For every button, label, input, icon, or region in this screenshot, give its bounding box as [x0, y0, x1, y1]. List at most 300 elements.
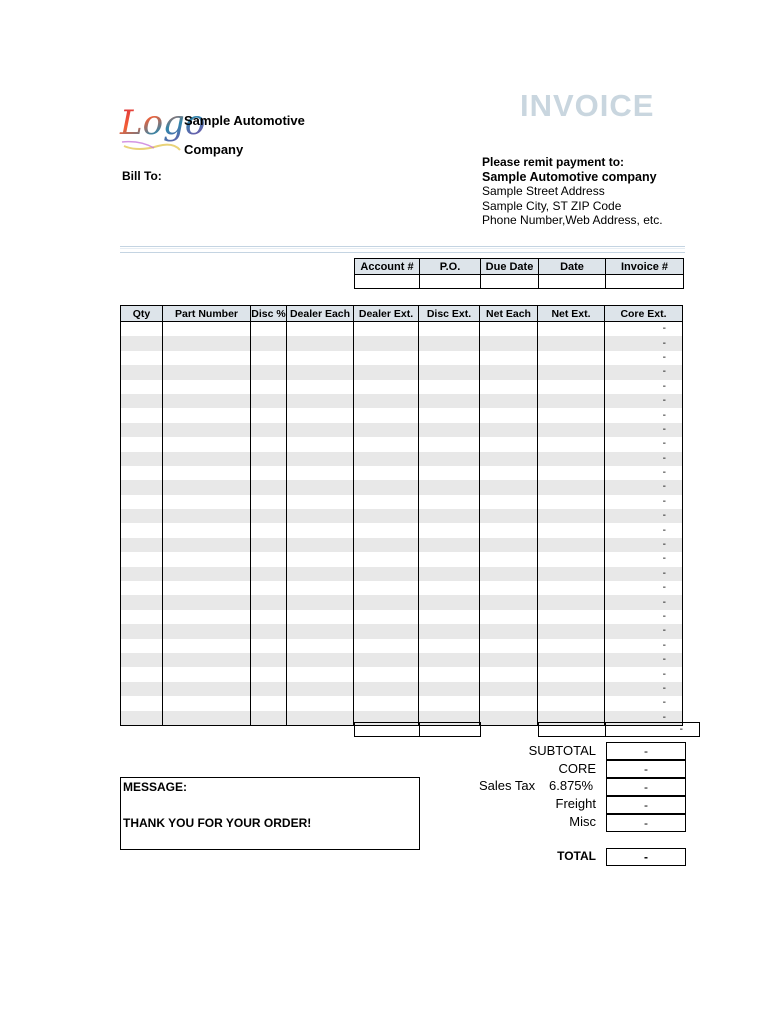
part-number-cell[interactable]: [163, 552, 251, 566]
dealer-ext-cell[interactable]: [354, 351, 419, 365]
dealer-ext-cell[interactable]: [354, 624, 419, 638]
qty-cell[interactable]: [121, 365, 163, 379]
net-ext-cell[interactable]: [538, 466, 605, 480]
core-ext-cell[interactable]: -: [605, 523, 683, 537]
date-cell[interactable]: [539, 275, 606, 289]
core-ext-cell[interactable]: -: [605, 509, 683, 523]
disc-ext-total: [420, 723, 481, 737]
qty-cell[interactable]: [121, 380, 163, 394]
disc-ext-cell[interactable]: [419, 595, 480, 609]
disc-ext-cell[interactable]: [419, 336, 480, 350]
dealer-ext-cell[interactable]: [354, 380, 419, 394]
dealer-ext-cell[interactable]: [354, 394, 419, 408]
dealer-each-cell[interactable]: [287, 653, 354, 667]
part-number-cell[interactable]: [163, 667, 251, 681]
disc-pct-cell[interactable]: [251, 394, 287, 408]
part-number-cell[interactable]: [163, 365, 251, 379]
disc-pct-cell[interactable]: [251, 495, 287, 509]
qty-cell[interactable]: [121, 351, 163, 365]
net-ext-cell[interactable]: [538, 523, 605, 537]
table-row: [121, 322, 683, 337]
core-ext-cell[interactable]: -: [605, 437, 683, 451]
line-items-table: [120, 305, 683, 726]
net-ext-cell[interactable]: [538, 408, 605, 422]
core-ext-total: -: [606, 723, 700, 737]
dealer-each-cell[interactable]: [287, 437, 354, 451]
net-ext-cell[interactable]: [538, 452, 605, 466]
net-ext-cell[interactable]: [538, 610, 605, 624]
net-each-cell[interactable]: [480, 423, 538, 437]
disc-ext-cell[interactable]: [419, 408, 480, 422]
net-each-cell[interactable]: [480, 552, 538, 566]
dealer-each-cell[interactable]: [287, 682, 354, 696]
net-each-cell[interactable]: [480, 466, 538, 480]
disc-pct-header: Disc %: [251, 307, 286, 320]
core-ext-cell[interactable]: -: [605, 466, 683, 480]
net-ext-cell[interactable]: [538, 595, 605, 609]
core-ext-cell[interactable]: -: [605, 423, 683, 437]
net-ext-cell[interactable]: [538, 480, 605, 494]
dealer-ext-cell[interactable]: [354, 466, 419, 480]
disc-ext-cell[interactable]: [419, 610, 480, 624]
misc-label: Misc: [569, 814, 596, 829]
disc-ext-cell[interactable]: [419, 624, 480, 638]
dealer-ext-cell[interactable]: [354, 639, 419, 653]
part-number-cell[interactable]: [163, 452, 251, 466]
part-number-cell[interactable]: [163, 523, 251, 537]
qty-cell[interactable]: [121, 711, 163, 726]
message-box[interactable]: [120, 777, 420, 850]
qty-cell[interactable]: [121, 667, 163, 681]
core-ext-cell[interactable]: -: [605, 552, 683, 566]
net-ext-cell[interactable]: [538, 380, 605, 394]
part-number-cell[interactable]: [163, 466, 251, 480]
disc-pct-cell[interactable]: [251, 610, 287, 624]
core-ext-cell[interactable]: -: [605, 711, 683, 726]
qty-cell[interactable]: [121, 480, 163, 494]
dealer-each-cell[interactable]: [287, 466, 354, 480]
part-number-cell[interactable]: [163, 336, 251, 350]
disc-ext-cell[interactable]: [419, 394, 480, 408]
dealer-each-cell[interactable]: [287, 523, 354, 537]
qty-cell[interactable]: [121, 452, 163, 466]
disc-pct-cell[interactable]: [251, 696, 287, 710]
net-each-cell[interactable]: [480, 394, 538, 408]
company-name-line2: Company: [184, 142, 244, 157]
net-ext-cell[interactable]: [538, 639, 605, 653]
qty-cell[interactable]: [121, 538, 163, 552]
net-each-cell[interactable]: [480, 595, 538, 609]
net-ext-cell[interactable]: [538, 538, 605, 552]
dealer-each-cell[interactable]: [287, 480, 354, 494]
table-row: [121, 538, 683, 552]
qty-cell[interactable]: [121, 653, 163, 667]
qty-cell[interactable]: [121, 423, 163, 437]
qty-cell[interactable]: [121, 696, 163, 710]
core-ext-header: Core Ext.: [605, 306, 683, 322]
part-number-cell[interactable]: [163, 538, 251, 552]
net-each-cell[interactable]: [480, 351, 538, 365]
net-each-cell[interactable]: [480, 581, 538, 595]
core-ext-cell[interactable]: -: [605, 452, 683, 466]
dealer-ext-cell[interactable]: [354, 538, 419, 552]
part-number-cell[interactable]: [163, 711, 251, 726]
core-ext-cell[interactable]: -: [605, 322, 683, 337]
part-number-cell[interactable]: [163, 682, 251, 696]
freight-value[interactable]: -: [606, 796, 686, 814]
part-number-cell[interactable]: [163, 480, 251, 494]
dealer-each-cell[interactable]: [287, 495, 354, 509]
disc-pct-cell[interactable]: [251, 639, 287, 653]
net-each-cell[interactable]: [480, 523, 538, 537]
net-each-cell[interactable]: [480, 408, 538, 422]
dealer-ext-cell[interactable]: [354, 336, 419, 350]
disc-ext-cell[interactable]: [419, 452, 480, 466]
net-ext-cell[interactable]: [538, 667, 605, 681]
disc-ext-cell[interactable]: [419, 495, 480, 509]
total-label: TOTAL: [557, 849, 596, 863]
net-each-cell[interactable]: [480, 322, 538, 337]
part-number-cell[interactable]: [163, 495, 251, 509]
net-ext-cell[interactable]: [538, 495, 605, 509]
disc-ext-cell[interactable]: [419, 538, 480, 552]
remit-heading: Please remit payment to:: [482, 155, 625, 169]
table-row: [121, 466, 683, 480]
disc-pct-cell[interactable]: [251, 408, 287, 422]
disc-ext-cell[interactable]: [419, 696, 480, 710]
column-totals-row: [354, 722, 700, 737]
disc-pct-cell[interactable]: [251, 567, 287, 581]
net-each-cell[interactable]: [480, 696, 538, 710]
dealer-ext-cell[interactable]: [354, 509, 419, 523]
dealer-each-cell[interactable]: [287, 423, 354, 437]
dealer-each-cell[interactable]: [287, 538, 354, 552]
dealer-ext-cell[interactable]: [354, 480, 419, 494]
net-ext-cell[interactable]: [538, 437, 605, 451]
subtotal-value: -: [606, 742, 686, 760]
core-ext-cell[interactable]: -: [605, 538, 683, 552]
total-value: -: [606, 848, 686, 866]
net-ext-cell[interactable]: [538, 653, 605, 667]
part-number-cell[interactable]: [163, 423, 251, 437]
core-ext-cell[interactable]: -: [605, 610, 683, 624]
dealer-each-cell[interactable]: [287, 595, 354, 609]
dealer-each-cell[interactable]: [287, 567, 354, 581]
core-ext-cell[interactable]: -: [605, 696, 683, 710]
core-ext-cell[interactable]: -: [605, 682, 683, 696]
qty-cell[interactable]: [121, 408, 163, 422]
table-row: [121, 509, 683, 523]
qty-cell[interactable]: [121, 639, 163, 653]
table-row: [121, 423, 683, 437]
part-number-cell[interactable]: [163, 624, 251, 638]
part-number-cell[interactable]: [163, 408, 251, 422]
qty-cell[interactable]: [121, 523, 163, 537]
net-each-cell[interactable]: [480, 682, 538, 696]
part-number-header: Part Number: [163, 306, 251, 322]
dealer-each-cell[interactable]: [287, 639, 354, 653]
net-ext-cell[interactable]: [538, 336, 605, 350]
qty-cell[interactable]: [121, 567, 163, 581]
disc-pct-cell[interactable]: [251, 351, 287, 365]
core-ext-cell[interactable]: -: [605, 653, 683, 667]
disc-pct-cell[interactable]: [251, 437, 287, 451]
qty-cell[interactable]: [121, 581, 163, 595]
core-ext-cell[interactable]: -: [605, 495, 683, 509]
part-number-cell[interactable]: [163, 437, 251, 451]
qty-cell[interactable]: [121, 394, 163, 408]
net-ext-cell[interactable]: [538, 624, 605, 638]
disc-pct-cell[interactable]: [251, 423, 287, 437]
qty-cell[interactable]: [121, 495, 163, 509]
part-number-cell[interactable]: [163, 581, 251, 595]
disc-ext-cell[interactable]: [419, 509, 480, 523]
net-each-cell[interactable]: [480, 452, 538, 466]
disc-pct-cell[interactable]: [251, 624, 287, 638]
disc-ext-cell[interactable]: [419, 682, 480, 696]
core-ext-cell[interactable]: -: [605, 624, 683, 638]
qty-cell[interactable]: [121, 336, 163, 350]
table-row: [121, 581, 683, 595]
net-ext-cell[interactable]: [538, 682, 605, 696]
net-ext-cell[interactable]: [538, 394, 605, 408]
disc-ext-cell[interactable]: [419, 653, 480, 667]
dealer-ext-cell[interactable]: [354, 452, 419, 466]
dealer-each-cell[interactable]: [287, 610, 354, 624]
net-each-cell[interactable]: [480, 653, 538, 667]
remit-city: Sample City, ST ZIP Code: [482, 198, 622, 213]
part-number-cell[interactable]: [163, 696, 251, 710]
po-header: P.O.: [420, 259, 481, 275]
core-ext-cell[interactable]: -: [605, 567, 683, 581]
core-ext-cell[interactable]: -: [605, 336, 683, 350]
message-text: THANK YOU FOR YOUR ORDER!: [123, 816, 312, 830]
table-row: [121, 653, 683, 667]
net-each-cell[interactable]: [480, 667, 538, 681]
net-ext-cell[interactable]: [538, 423, 605, 437]
table-row: [121, 394, 683, 408]
account-number-header: Account #: [355, 259, 420, 275]
dealer-each-cell[interactable]: [287, 667, 354, 681]
net-each-cell[interactable]: [480, 610, 538, 624]
company-logo: [118, 94, 206, 156]
misc-value[interactable]: -: [606, 814, 686, 832]
dealer-ext-cell[interactable]: [354, 322, 419, 337]
disc-ext-cell[interactable]: [419, 365, 480, 379]
core-ext-cell[interactable]: -: [605, 595, 683, 609]
disc-ext-cell[interactable]: [419, 480, 480, 494]
disc-ext-cell[interactable]: [419, 437, 480, 451]
net-ext-cell[interactable]: [538, 567, 605, 581]
qty-cell[interactable]: [121, 437, 163, 451]
net-ext-cell[interactable]: [538, 509, 605, 523]
disc-ext-cell[interactable]: [419, 423, 480, 437]
net-each-cell[interactable]: [480, 639, 538, 653]
part-number-cell[interactable]: [163, 567, 251, 581]
message-label: MESSAGE:: [123, 780, 188, 794]
disc-pct-cell[interactable]: [251, 365, 287, 379]
dealer-ext-cell[interactable]: [354, 696, 419, 710]
remit-block: [482, 155, 663, 228]
disc-ext-cell[interactable]: [419, 523, 480, 537]
part-number-cell[interactable]: [163, 380, 251, 394]
dealer-each-cell[interactable]: [287, 452, 354, 466]
invoice-number-cell[interactable]: [606, 275, 684, 289]
dealer-each-cell[interactable]: [287, 408, 354, 422]
core-ext-cell[interactable]: -: [605, 408, 683, 422]
part-number-cell[interactable]: [163, 639, 251, 653]
core-ext-cell[interactable]: -: [605, 667, 683, 681]
sales-tax-value: -: [606, 778, 686, 796]
qty-cell[interactable]: [121, 322, 163, 337]
disc-ext-cell[interactable]: [419, 639, 480, 653]
account-number-cell[interactable]: [355, 275, 420, 289]
dealer-ext-cell[interactable]: [354, 365, 419, 379]
dealer-each-cell[interactable]: [287, 394, 354, 408]
disc-pct-cell[interactable]: [251, 322, 287, 337]
part-number-cell[interactable]: [163, 595, 251, 609]
net-ext-header: Net Ext.: [538, 306, 605, 322]
disc-pct-cell[interactable]: [251, 667, 287, 681]
qty-cell[interactable]: [121, 682, 163, 696]
disc-pct-cell[interactable]: [251, 523, 287, 537]
disc-pct-cell[interactable]: [251, 380, 287, 394]
dealer-each-cell[interactable]: [287, 365, 354, 379]
core-ext-cell[interactable]: -: [605, 351, 683, 365]
dealer-each-cell[interactable]: [287, 380, 354, 394]
dealer-ext-cell[interactable]: [354, 581, 419, 595]
disc-pct-cell[interactable]: [251, 336, 287, 350]
part-number-cell[interactable]: [163, 351, 251, 365]
net-ext-cell[interactable]: [538, 322, 605, 337]
dealer-ext-cell[interactable]: [354, 523, 419, 537]
dealer-ext-cell[interactable]: [354, 667, 419, 681]
dealer-ext-cell[interactable]: [354, 610, 419, 624]
net-ext-cell[interactable]: [538, 581, 605, 595]
disc-ext-cell[interactable]: [419, 466, 480, 480]
part-number-cell[interactable]: [163, 653, 251, 667]
net-each-cell[interactable]: [480, 380, 538, 394]
net-ext-cell[interactable]: [538, 552, 605, 566]
po-cell[interactable]: [420, 275, 481, 289]
core-ext-cell[interactable]: -: [605, 365, 683, 379]
disc-ext-cell[interactable]: [419, 552, 480, 566]
core-ext-cell[interactable]: -: [605, 639, 683, 653]
dealer-ext-cell[interactable]: [354, 653, 419, 667]
disc-pct-cell[interactable]: [251, 480, 287, 494]
dealer-each-cell[interactable]: [287, 581, 354, 595]
disc-ext-cell[interactable]: [419, 667, 480, 681]
core-ext-cell[interactable]: -: [605, 581, 683, 595]
core-ext-cell[interactable]: -: [605, 380, 683, 394]
disc-ext-cell[interactable]: [419, 567, 480, 581]
net-each-cell[interactable]: [480, 624, 538, 638]
qty-cell[interactable]: [121, 610, 163, 624]
table-row: [121, 696, 683, 710]
qty-cell[interactable]: [121, 595, 163, 609]
dealer-ext-cell[interactable]: [354, 682, 419, 696]
dealer-ext-cell[interactable]: [354, 552, 419, 566]
table-row: [121, 567, 683, 581]
disc-ext-cell[interactable]: [419, 322, 480, 337]
net-each-cell[interactable]: [480, 480, 538, 494]
dealer-each-cell[interactable]: [287, 351, 354, 365]
qty-header: Qty: [121, 306, 163, 322]
net-each-header: Net Each: [480, 306, 538, 322]
part-number-cell[interactable]: [163, 322, 251, 337]
disc-pct-cell[interactable]: [251, 466, 287, 480]
dealer-each-cell[interactable]: [287, 322, 354, 337]
part-number-cell[interactable]: [163, 610, 251, 624]
core-ext-cell[interactable]: -: [605, 394, 683, 408]
disc-ext-cell[interactable]: [419, 351, 480, 365]
qty-cell[interactable]: [121, 466, 163, 480]
net-each-cell[interactable]: [480, 365, 538, 379]
qty-cell[interactable]: [121, 552, 163, 566]
dealer-each-cell[interactable]: [287, 624, 354, 638]
net-ext-cell[interactable]: [538, 365, 605, 379]
net-each-cell[interactable]: [480, 567, 538, 581]
table-row: [121, 552, 683, 566]
part-number-cell[interactable]: [163, 394, 251, 408]
disc-pct-cell[interactable]: [251, 682, 287, 696]
table-row: [121, 351, 683, 365]
dealer-each-cell[interactable]: [287, 509, 354, 523]
due-date-cell[interactable]: [481, 275, 539, 289]
qty-cell[interactable]: [121, 624, 163, 638]
dealer-ext-cell[interactable]: [354, 567, 419, 581]
net-ext-cell[interactable]: [538, 696, 605, 710]
dealer-ext-total: [355, 723, 420, 737]
dealer-ext-cell[interactable]: [354, 408, 419, 422]
disc-pct-cell[interactable]: [251, 452, 287, 466]
core-ext-cell[interactable]: -: [605, 480, 683, 494]
disc-pct-cell[interactable]: [251, 509, 287, 523]
part-number-cell[interactable]: [163, 509, 251, 523]
net-each-cell[interactable]: [480, 437, 538, 451]
table-row: [121, 495, 683, 509]
disc-pct-cell[interactable]: [251, 581, 287, 595]
disc-ext-cell[interactable]: [419, 380, 480, 394]
dealer-ext-cell[interactable]: [354, 423, 419, 437]
table-row: [121, 624, 683, 638]
remit-company: Sample Automotive company: [482, 169, 657, 184]
net-each-cell[interactable]: [480, 538, 538, 552]
net-each-cell[interactable]: [480, 509, 538, 523]
table-row: [121, 380, 683, 394]
disc-pct-cell[interactable]: [251, 653, 287, 667]
net-ext-cell[interactable]: [538, 351, 605, 365]
subtotal-label: SUBTOTAL: [528, 743, 596, 758]
net-each-cell[interactable]: [480, 495, 538, 509]
disc-pct-cell[interactable]: [251, 711, 287, 726]
qty-cell[interactable]: [121, 509, 163, 523]
disc-pct-cell[interactable]: [251, 538, 287, 552]
disc-ext-cell[interactable]: [419, 581, 480, 595]
sales-tax-rate[interactable]: 6.875%: [549, 778, 594, 793]
dealer-each-cell[interactable]: [287, 336, 354, 350]
table-row: [121, 452, 683, 466]
disc-pct-cell[interactable]: [251, 552, 287, 566]
dealer-ext-cell[interactable]: [354, 437, 419, 451]
dealer-ext-cell[interactable]: [354, 595, 419, 609]
disc-pct-cell[interactable]: [251, 595, 287, 609]
dealer-each-cell[interactable]: [287, 711, 354, 726]
dealer-each-cell[interactable]: [287, 552, 354, 566]
net-each-cell[interactable]: [480, 336, 538, 350]
dealer-ext-cell[interactable]: [354, 495, 419, 509]
dealer-each-cell[interactable]: [287, 696, 354, 710]
